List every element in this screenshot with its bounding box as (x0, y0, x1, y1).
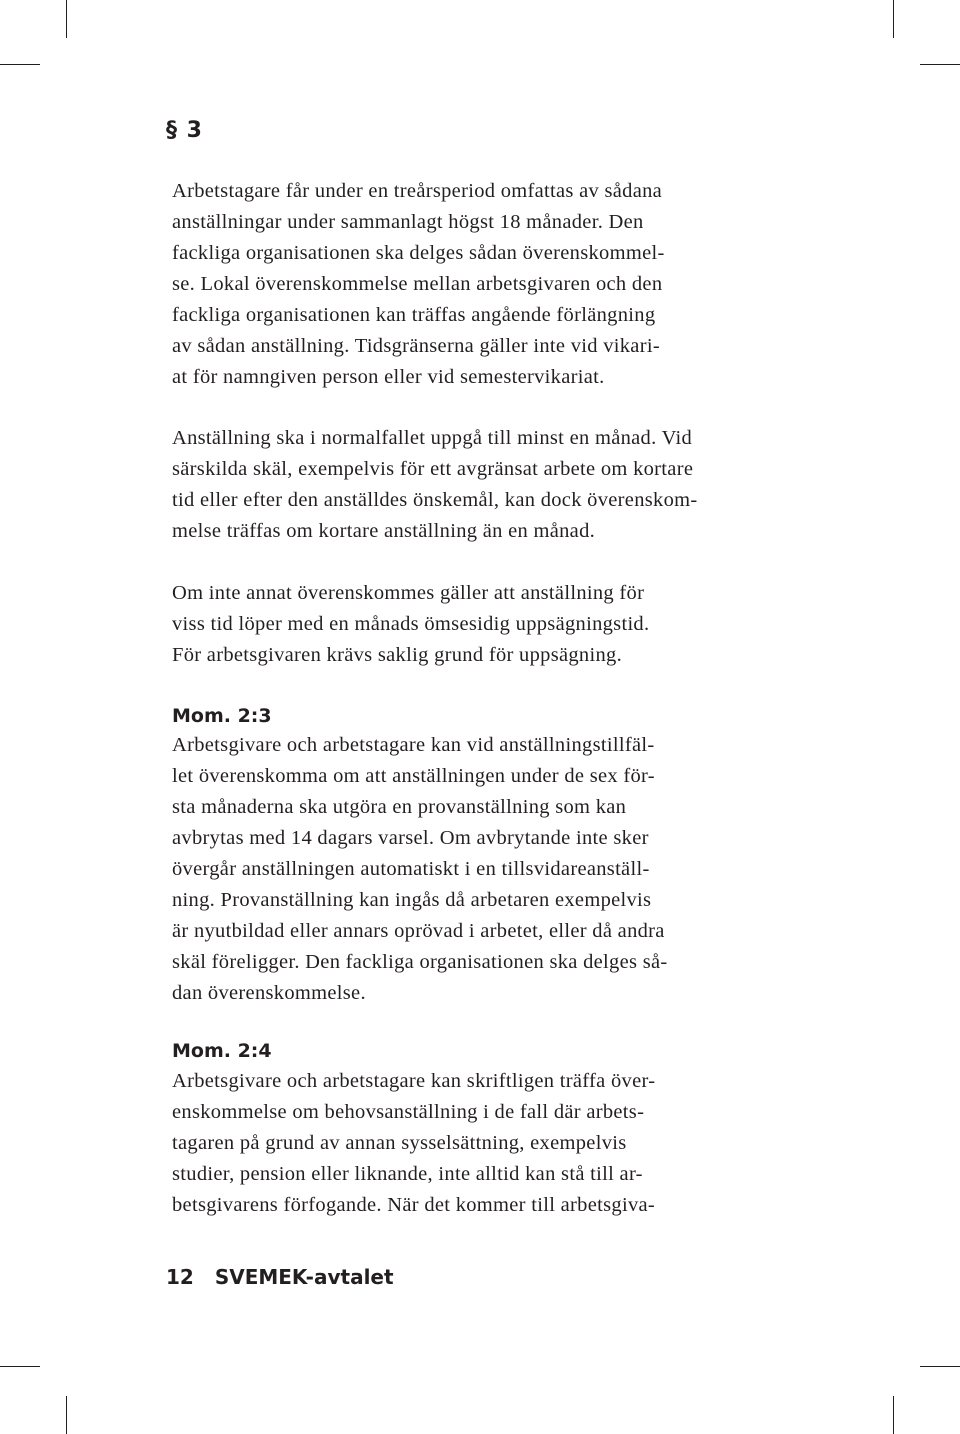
text-line: studier, pension eller liknande, inte alltid kan stå till ar- (172, 1163, 643, 1185)
crop-mark-top-right-v (893, 0, 894, 38)
text-line: Arbetstagare får under en treårsperiod omfattas av sådana (172, 180, 663, 202)
crop-mark-bottom-right-h (920, 1366, 960, 1367)
page-footer (166, 1265, 394, 1289)
text-line: Arbetsgivare och arbetstagare kan skriftligen träffa över- (172, 1070, 656, 1092)
text-line: av sådan anställning. Tidsgränserna gäller inte vid vikari- (172, 335, 660, 357)
text-line: Anställning ska i normalfallet uppgå till minst en månad. Vid (172, 427, 692, 449)
text-line: dan överenskommelse. (172, 982, 366, 1004)
page-number: 12 (166, 1265, 194, 1289)
text-line: viss tid löper med en månads ömsesidig uppsägningstid. (172, 613, 650, 635)
text-line: fackliga organisationen kan träffas angående förlängning (172, 304, 656, 326)
paragraph-2 (172, 423, 832, 547)
crop-mark-bottom-right-v (893, 1396, 894, 1434)
crop-mark-top-right-h (920, 64, 960, 65)
mom-2-4-title: Mom. 2:4 (172, 1040, 272, 1062)
text-line: enskommelse om behovsanställning i de fall där arbets- (172, 1101, 645, 1123)
text-line: tagaren på grund av annan sysselsättning, exempelvis (172, 1132, 627, 1154)
mom-2-4-text (172, 1066, 832, 1221)
paragraph-1 (172, 176, 832, 393)
text-line: övergår anställningen automatiskt i en tillsvidareanställ- (172, 858, 650, 880)
crop-mark-top-left-v (66, 0, 67, 38)
document-title: SVEMEK-avtalet (214, 1265, 394, 1289)
text-line: sta månaderna ska utgöra en provanställning som kan (172, 796, 627, 818)
text-line: avbrytas med 14 dagars varsel. Om avbrytande inte sker (172, 827, 649, 849)
text-line: fackliga organisationen ska delges sådan överenskommel- (172, 242, 665, 264)
text-line: särskilda skäl, exempelvis för ett avgränsat arbete om kortare (172, 458, 694, 480)
text-line: tid eller efter den anställdes önskemål, kan dock överenskom- (172, 489, 698, 511)
text-line: Om inte annat överenskommes gäller att anställning för (172, 582, 645, 604)
crop-mark-bottom-left-v (66, 1396, 67, 1434)
text-line: För arbetsgivaren krävs saklig grund för uppsägning. (172, 644, 622, 666)
text-line: är nyutbildad eller annars oprövad i arbetet, eller då andra (172, 920, 665, 942)
text-line: betsgivarens förfogande. När det kommer till arbetsgiva- (172, 1194, 656, 1216)
text-line: Arbetsgivare och arbetstagare kan vid anställningstillfäl- (172, 734, 655, 756)
text-line: let överenskomma om att anställningen under de sex för- (172, 765, 655, 787)
text-line: melse träffas om kortare anställning än en månad. (172, 520, 596, 542)
paragraph-3 (172, 578, 832, 671)
text-line: ning. Provanställning kan ingås då arbetaren exempelvis (172, 889, 652, 911)
mom-2-3-title: Mom. 2:3 (172, 705, 272, 727)
crop-mark-top-left-h (0, 64, 40, 65)
text-line: skäl föreligger. Den fackliga organisationen ska delges så- (172, 951, 668, 973)
text-line: se. Lokal överenskommelse mellan arbetsgivaren och den (172, 273, 663, 295)
section-heading: § 3 (166, 118, 203, 143)
mom-2-3-text (172, 730, 832, 1009)
crop-mark-bottom-left-h (0, 1366, 40, 1367)
text-line: anställningar under sammanlagt högst 18 månader. Den (172, 211, 644, 233)
text-line: at för namngiven person eller vid semestervikariat. (172, 366, 605, 388)
